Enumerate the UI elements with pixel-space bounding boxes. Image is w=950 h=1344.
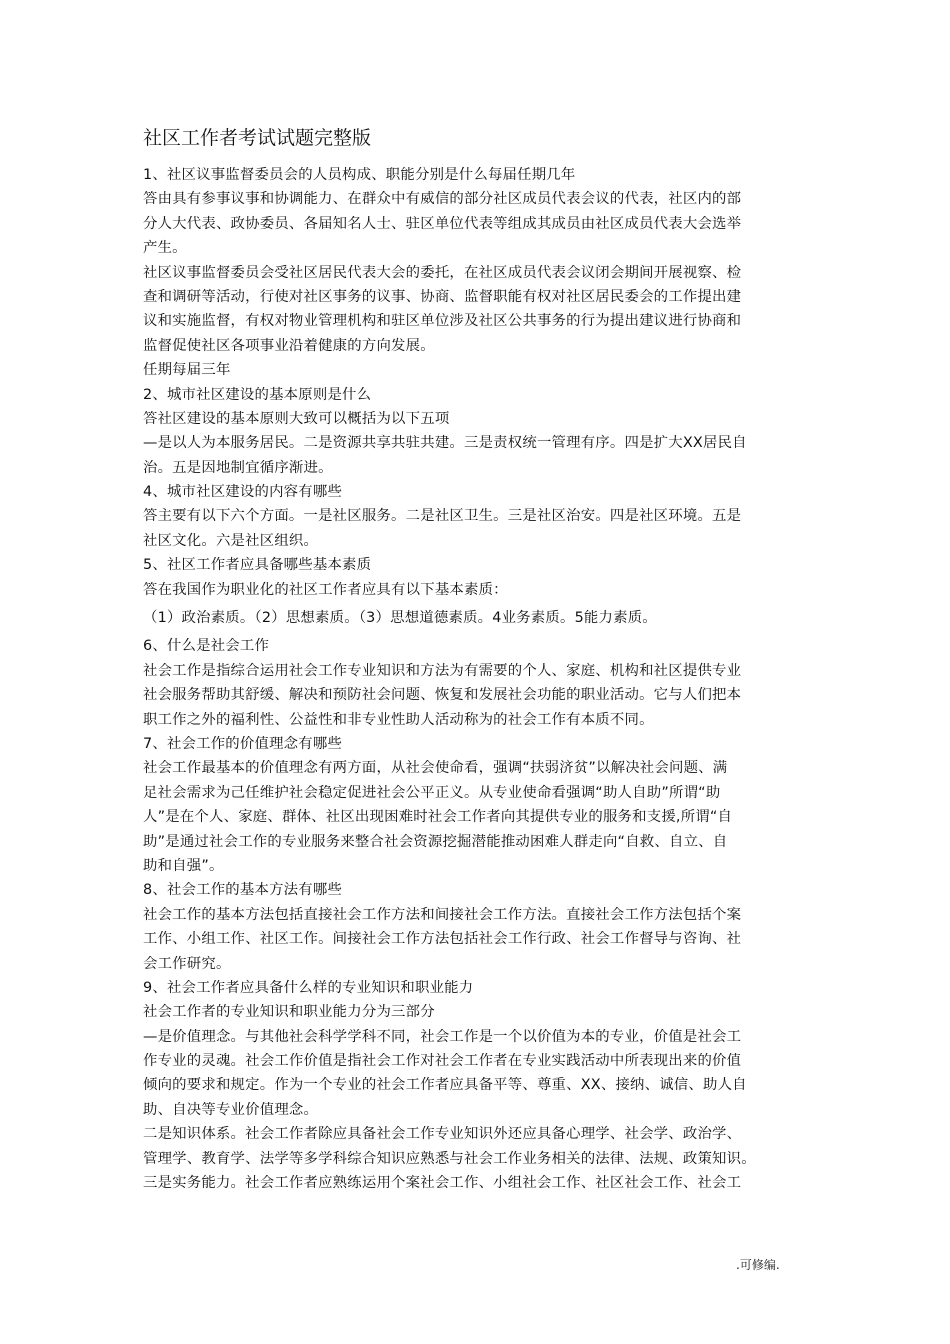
text-line: 查和调研等活动，行使对社区事务的议事、协商、监督职能有权对社区居民委会的工作提出建 (143, 288, 742, 305)
text-line: 分人大代表、政协委员、各届知名人士、驻区单位代表等组成其成员由社区成员代表大会选举 (143, 215, 742, 232)
page-title: 社区工作者考试试题完整版 (143, 127, 372, 149)
text-line: 工作、小组工作、社区工作。间接社会工作方法包括社会工作行政、社会工作督导与咨询、社 (143, 931, 742, 948)
text-line: 助”是通过社会工作的专业服务来整合社会资源挖掘潜能推动困难人群走向“自救、自立、自 (143, 833, 728, 850)
text-line: —是以人为本服务居民。二是资源共享共驻共建。三是责权统一管理有序。四是扩大XX居民自 (143, 435, 747, 452)
text-line: 7、社会工作的价值理念有哪些 (143, 735, 343, 752)
text-line: 答社区建设的基本原则大致可以概括为以下五项 (143, 410, 450, 427)
text-line: 2、城市社区建设的基本原则是什么 (143, 386, 372, 403)
text-line: 答主要有以下六个方面。一是社区服务。二是社区卫生。三是社区治安。四是社区环境。五是 (143, 508, 742, 525)
text-line: 职工作之外的福利性、公益性和非专业性助人活动称为的社会工作有本质不同。 (143, 711, 654, 728)
text-line: 三是实务能力。社会工作者应熟练运用个案社会工作、小组社会工作、社区社会工作、社会工 (143, 1175, 742, 1192)
text-line: —是价值理念。与其他社会科学学科不同，社会工作是一个以价值为本的专业，价值是社会工 (143, 1028, 742, 1045)
text-line: 4、城市社区建设的内容有哪些 (143, 484, 343, 501)
text-line: 治。五是因地制宜循序渐进。 (143, 459, 333, 476)
text-line: 助、自决等专业价值理念。 (143, 1101, 319, 1118)
document-body (143, 163, 813, 1195)
text-line: 社会服务帮助其舒缓、解决和预防社会问题、恢复和发展社会功能的职业活动。它与人们把本 (143, 687, 742, 704)
text-line: 社区议事监督委员会受社区居民代表大会的委托，在社区成员代表会议闭会期间开展视察、检 (143, 264, 742, 281)
text-line: 6、什么是社会工作 (143, 638, 270, 655)
text-line: 人”是在个人、家庭、群体、社区出现困难时社会工作者向其提供专业的服务和支援,所谓“自 (143, 809, 733, 826)
text-line: 答在我国作为职业化的社区工作者应具有以下基本素质： (143, 581, 508, 598)
text-line: 会工作研究。 (143, 955, 231, 972)
page-footer: .可修编. (736, 1258, 780, 1272)
text-line: 议和实施监督，有权对物业管理机构和驻区单位涉及社区公共事务的行为提出建议进行协商和 (143, 313, 742, 330)
text-line: 作专业的灵魂。社会工作价值是指社会工作对社会工作者在专业实践活动中所表现出来的价值 (143, 1053, 742, 1070)
text-line: 产生。 (143, 240, 187, 257)
text-line: 足社会需求为己任维护社会稳定促进社会公平正义。从专业使命看强调“助人自助”所谓“助 (143, 784, 721, 801)
text-line: 1、社区议事监督委员会的人员构成、职能分别是什么每届任期几年 (143, 167, 576, 183)
text-line: （1）政治素质。（2）思想素质。（3）思想道德素质。4业务素质。5能力素质。 (143, 610, 657, 627)
text-line: 监督促使社区各项事业沿着健康的方向发展。 (143, 337, 435, 354)
text-line: 助和自强”。 (143, 857, 224, 874)
text-line: 倾向的要求和规定。作为一个专业的社会工作者应具备平等、尊重、XX、接纳、诚信、助人自 (143, 1077, 747, 1094)
text-line: 社区文化。六是社区组织。 (143, 532, 319, 549)
text-line: 答由具有参事议事和协调能力、在群众中有威信的部分社区成员代表会议的代表，社区内的部 (143, 191, 742, 208)
text-line: 9、社会工作者应具备什么样的专业知识和职业能力 (143, 979, 474, 996)
text-line: 社会工作是指综合运用社会工作专业知识和方法为有需要的个人、家庭、机构和社区提供专业 (143, 662, 742, 679)
text-line: 管理学、教育学、法学等多学科综合知识应熟悉与社会工作业务相关的法律、法规、政策知识。 (143, 1150, 756, 1167)
text-line: 社会工作的基本方法包括直接社会工作方法和间接社会工作方法。直接社会工作方法包括个案 (143, 906, 742, 923)
text-line: 二是知识体系。社会工作者除应具备社会工作专业知识外还应具备心理学、社会学、政治学、 (143, 1126, 742, 1143)
text-line: 社会工作最基本的价值理念有两方面，从社会使命看，强调“扶弱济贫”以解决社会问题、满 (143, 760, 728, 777)
text-line: 8、社会工作的基本方法有哪些 (143, 882, 343, 899)
text-line: 任期每届三年 (143, 362, 231, 379)
text-line: 社会工作者的专业知识和职业能力分为三部分 (143, 1004, 435, 1021)
text-line: 5、社区工作者应具备哪些基本素质 (143, 557, 372, 574)
